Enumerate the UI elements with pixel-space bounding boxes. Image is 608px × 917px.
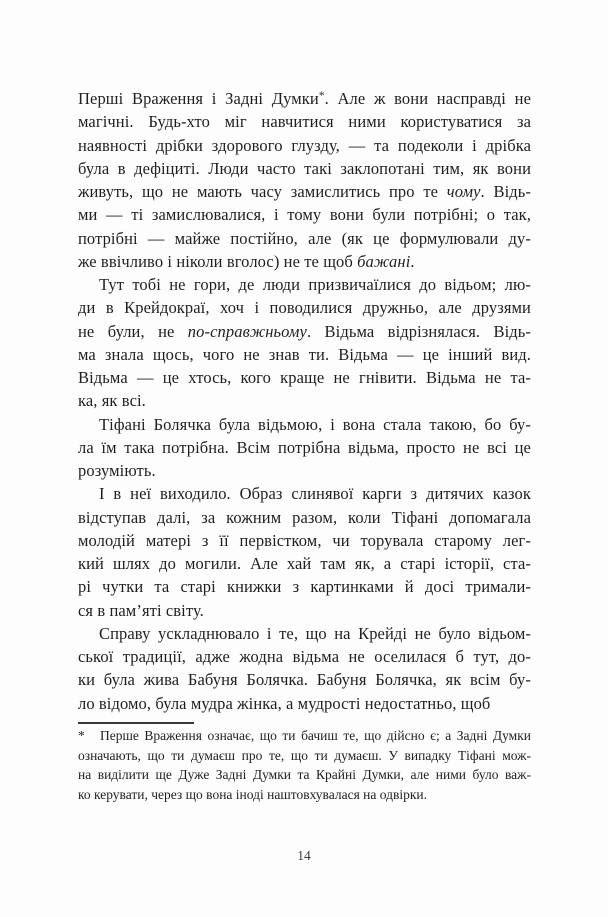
text-line: була в дефіциті. Люди часто такі заклопотані тим, як вони xyxy=(78,158,531,178)
text-line: ло відомо, була мудра жінка, а мудрості недостатньо, щоб xyxy=(78,693,491,713)
text-line: означають, що ти думаєш про те, що ти думаєш. У випадку Тіфані мож- xyxy=(78,747,531,763)
text-line: наявності дрібки здорового глузду, — та подеколи і дрібка xyxy=(78,135,531,155)
page-number: 14 xyxy=(297,848,311,863)
page-body xyxy=(78,87,531,715)
text-line: ла їм така потрібна. Всім потрібна відьма, просто не всі це xyxy=(78,437,531,457)
text-line: же ввічливо і ніколи вголос) не те щоб бажані. xyxy=(78,251,415,271)
paragraph xyxy=(78,482,531,622)
text-line: І в неї виходило. Образ слинявої карги з дитячих казок xyxy=(99,484,531,504)
emphasized-text: бажані xyxy=(357,251,411,271)
text-line: * Перше Враження означає, що ти бачиш те, що дійсно є; а Задні Думки xyxy=(78,726,531,746)
text-line: ми — ті замислювалися, і тому вони були потрібні; о так, xyxy=(78,205,531,225)
text-line: ко керувати, через що вона іноді наштовхувалася на одвірки. xyxy=(78,786,428,802)
text-line: розуміють. xyxy=(78,461,156,480)
text-line: ки була жива Бабуня Болячка. Бабуня Болячка, як всім бу- xyxy=(78,670,531,690)
text-line: кий шлях до могили. Але хай там як, а старі історії, ста- xyxy=(78,554,531,573)
text-line: Відьма — це хтось, кого краще не гнівити. Відьма не та- xyxy=(78,368,531,387)
text-line: ди в Крейдокраї, хоч і поводилися дружньо, але друзями xyxy=(78,298,531,318)
text-line: Перші Враження і Задні Думки*. Але ж вони насправді не xyxy=(78,89,531,108)
text-line: ка, як всі. xyxy=(78,391,146,411)
paragraph xyxy=(78,87,531,273)
emphasized-text: по-справжньому xyxy=(187,321,307,341)
text-line: магічні. Будь-хто міг навчитися ними користуватися за xyxy=(78,112,531,132)
text-line: Тіфані Болячка була відьмою, і вона стала такою, бо бу- xyxy=(99,414,531,434)
text-line: ма знала щось, чого не знав ти. Відьма — це інший вид. xyxy=(78,344,531,364)
paragraph xyxy=(78,622,531,715)
text-line: відступав далі, за кожним разом, коли Тіфані допомагала xyxy=(78,507,531,527)
text-line: не були, не по-справжньому. Відьма відрізнялася. Відь- xyxy=(78,321,531,341)
text-line: живуть, що не мають часу замислитись про те чому. Відь- xyxy=(78,182,531,201)
footnote-reference-asterisk: * xyxy=(318,89,325,102)
paragraph xyxy=(78,413,531,483)
text-line: потрібні — майже постійно, але (як це формулювали ду- xyxy=(78,228,531,248)
text-line: рі чутки та старі книжки з картинками й досі тримали- xyxy=(78,577,531,597)
text-line: молодій матері з її первістком, чи торувала старому лег- xyxy=(78,530,531,550)
paragraph xyxy=(78,273,531,413)
text-line: ся в пам’яті світу. xyxy=(78,600,204,620)
text-line: на виділити ще Дуже Задні Думки та Крайні Думки, але ними було важ- xyxy=(78,767,531,782)
footnote xyxy=(78,726,531,804)
text-line: ської традиції, адже жодна відьма не оселилася б тут, до- xyxy=(78,647,531,666)
emphasized-text: чому xyxy=(446,182,481,201)
text-line: Тут тобі не гори, де люди призвичаїлися до відьом; лю- xyxy=(99,275,531,294)
footnote-marker-asterisk: * xyxy=(78,728,85,743)
text-line: Справу ускладнювало і те, що на Крейді не було відьом- xyxy=(99,623,531,643)
footnote-divider xyxy=(78,722,194,724)
